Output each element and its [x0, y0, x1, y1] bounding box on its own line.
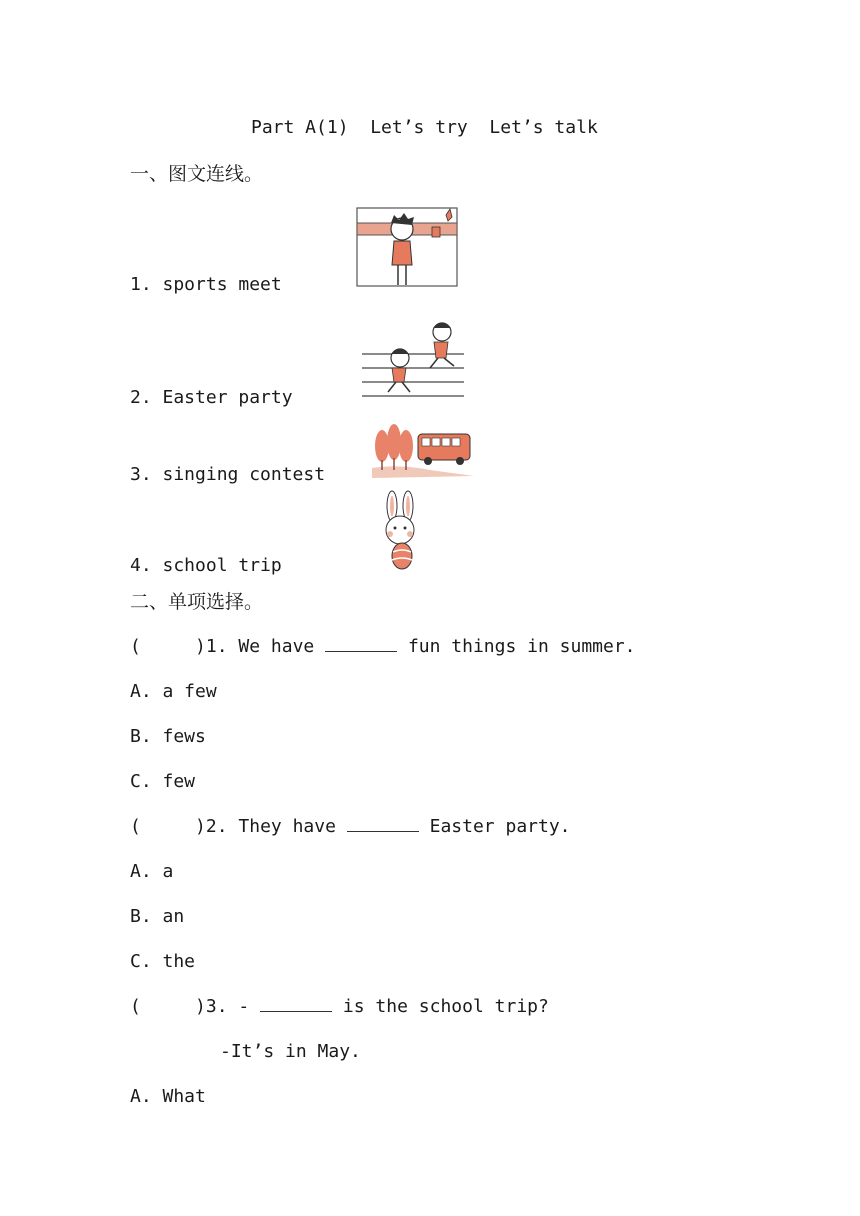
bus-trip-picture — [370, 424, 476, 482]
question-3 — [130, 997, 549, 1017]
question-1 — [130, 637, 636, 657]
option-b: B. fews — [130, 726, 206, 747]
question-text: Easter party. — [429, 816, 571, 837]
page-title: Part A(1) Let’s try Let’s talk — [251, 117, 598, 138]
question-text: is the school trip? — [342, 996, 549, 1017]
question-number: 3. — [205, 996, 228, 1017]
section-heading-matching: 一、图文连线。 — [130, 163, 264, 185]
question-text: - — [238, 996, 250, 1017]
option-b: B. an — [130, 906, 185, 927]
question-3-answer-line: -It’s in May. — [220, 1041, 361, 1062]
matching-item-1: 1. sports meet — [130, 274, 282, 295]
matching-item-4: 4. school trip — [130, 555, 282, 576]
question-number: 2. — [205, 816, 228, 837]
answer-paren[interactable]: ( ) — [130, 816, 206, 837]
question-2 — [130, 817, 571, 837]
matching-item-3: 3. singing contest — [130, 464, 326, 485]
matching-item-2: 2. Easter party — [130, 387, 293, 408]
question-text: We have — [238, 636, 315, 657]
answer-paren[interactable]: ( ) — [130, 636, 206, 657]
boy-blowing-whistle-picture — [354, 205, 464, 293]
answer-blank[interactable] — [347, 817, 419, 832]
answer-blank[interactable] — [260, 997, 332, 1012]
answer-blank[interactable] — [325, 637, 397, 652]
answer-paren[interactable]: ( ) — [130, 996, 206, 1017]
question-text: They have — [238, 816, 336, 837]
section-heading-multiple-choice: 二、单项选择。 — [130, 591, 264, 613]
easter-bunny-picture — [374, 490, 426, 574]
option-c: C. the — [130, 951, 196, 972]
option-a: A. a few — [130, 681, 217, 702]
running-race-picture — [360, 320, 468, 402]
question-text: fun things in summer. — [407, 636, 636, 657]
option-a: A. a — [130, 861, 174, 882]
question-number: 1. — [205, 636, 228, 657]
option-c: C. few — [130, 771, 196, 792]
option-a: A. What — [130, 1086, 206, 1107]
